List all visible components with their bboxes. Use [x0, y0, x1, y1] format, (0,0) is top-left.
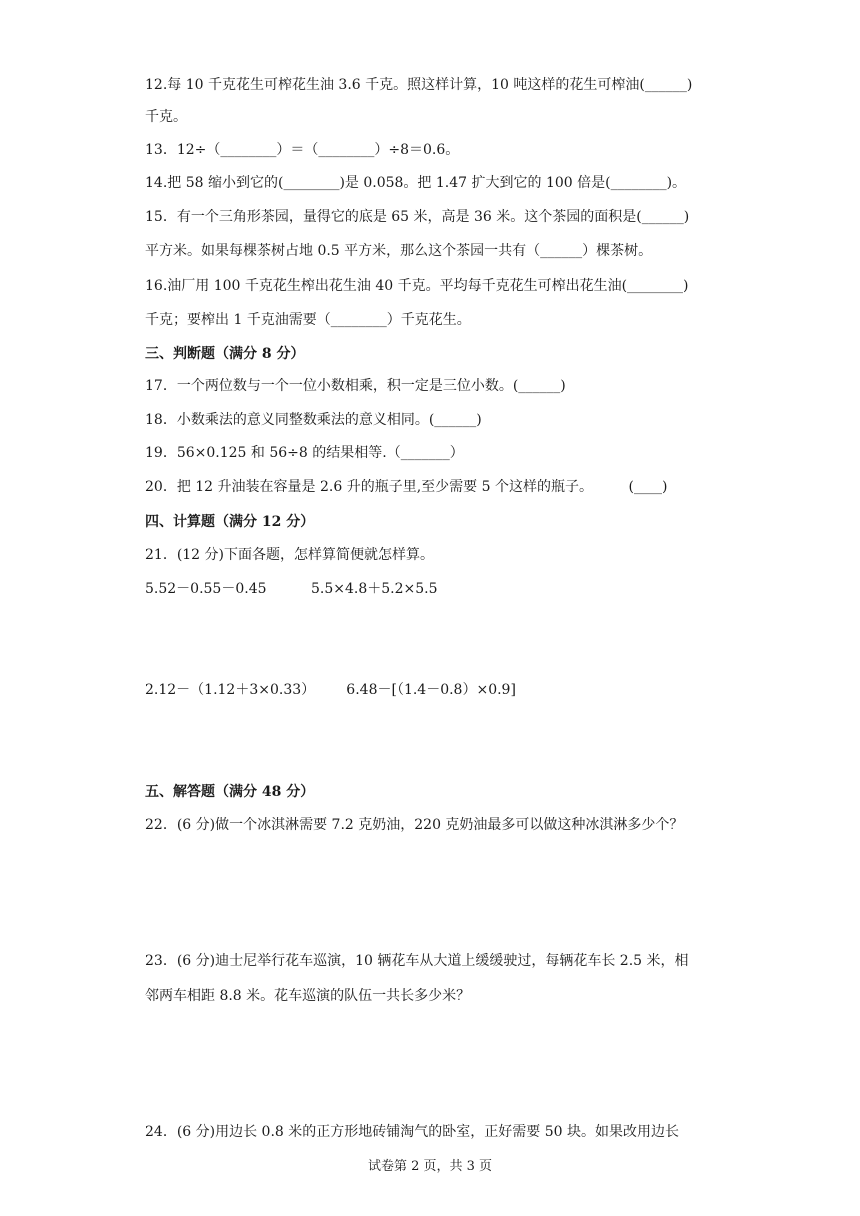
question-14: 14.把 58 缩小到它的(________)是 0.058。把 1.47 扩大到它的 100 倍是(________)。 — [145, 175, 687, 191]
question-21: 21．(12 分)下面各题，怎样算简便就怎样算。 — [145, 547, 435, 563]
question-18: 18．小数乘法的意义同整数乘法的意义相同。(______) — [145, 412, 482, 428]
question-15-line-1: 15．有一个三角形茶园，量得它的底是 65 米，高是 36 米。这个茶园的面积是(______) — [145, 209, 690, 225]
section-4-heading: 四、计算题（满分 12 分） — [145, 514, 315, 530]
page-footer: 试卷第 2 页，共 3 页 — [367, 1159, 493, 1174]
question-15-line-2: 平方米。如果每棵茶树占地 0.5 平方米，那么这个茶园一共有（______）棵茶树。 — [145, 243, 653, 259]
question-17: 17．一个两位数与一个一位小数相乘，积一定是三位小数。(______) — [145, 378, 566, 394]
question-20: 20．把 12 升油装在容量是 2.6 升的瓶子里,至少需要 5 个这样的瓶子。 (____) — [145, 479, 668, 495]
question-13: 13．12÷（________）＝（________）÷8＝0.6。 — [145, 142, 460, 158]
question-16-line-2: 千克；要榨出 1 千克油需要（________）千克花生。 — [145, 312, 471, 328]
calculation-row-2: 2.12－（1.12＋3×0.33） 6.48－[（1.4－0.8）×0.9] — [145, 682, 516, 698]
question-23-line-2: 邻两车相距 8.8 米。花车巡演的队伍一共长多少米？ — [145, 988, 471, 1004]
section-5-heading: 五、解答题（满分 48 分） — [145, 784, 315, 800]
section-3-heading: 三、判断题（满分 8 分） — [145, 346, 305, 362]
question-16-line-1: 16.油厂用 100 千克花生榨出花生油 40 千克。平均每千克花生可榨出花生油(________) — [145, 278, 689, 294]
question-24-line-1: 24．(6 分)用边长 0.8 米的正方形地砖铺淘气的卧室，正好需要 50 块。如果改用边长 — [145, 1124, 679, 1140]
question-12-line-2: 千克。 — [145, 109, 187, 125]
calculation-row-1: 5.52－0.55－0.45 5.5×4.8＋5.2×5.5 — [145, 581, 438, 597]
question-12-line-1: 12.每 10 千克花生可榨花生油 3.6 千克。照这样计算，10 吨这样的花生可榨油(______) — [145, 77, 693, 93]
question-19: 19．56×0.125 和 56÷8 的结果相等.（_______） — [145, 445, 464, 461]
question-22: 22．(6 分)做一个冰淇淋需要 7.2 克奶油，220 克奶油最多可以做这种冰淇淋多少个？ — [145, 817, 684, 833]
question-23-line-1: 23．(6 分)迪士尼举行花车巡演，10 辆花车从大道上缓缓驶过，每辆花车长 2.5 米，相 — [145, 953, 689, 969]
